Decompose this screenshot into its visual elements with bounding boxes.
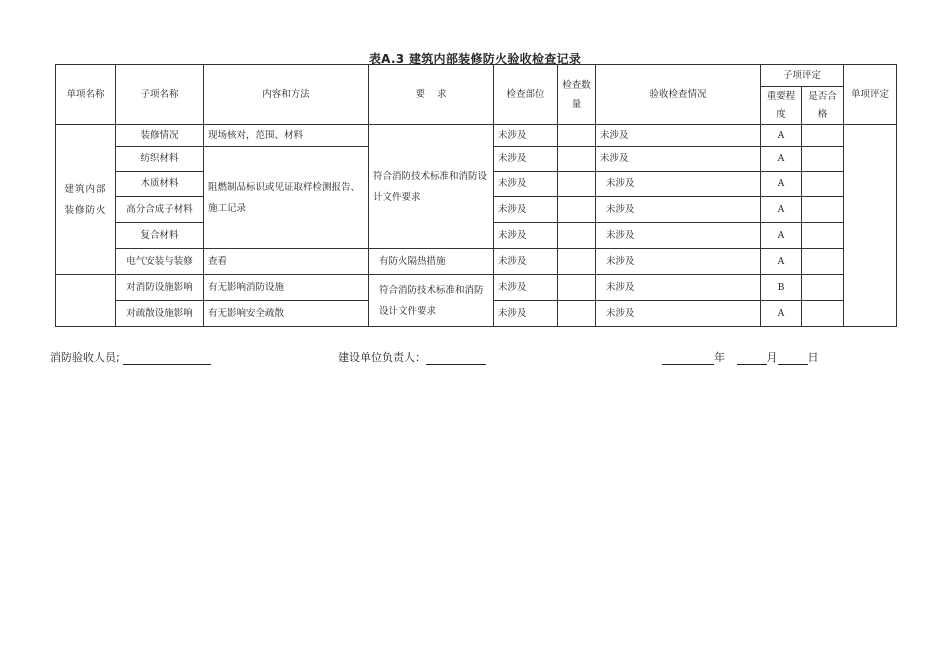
location-cell: 未涉及 — [494, 275, 558, 301]
table-row — [56, 275, 897, 301]
method-cell: 阻燃制品标识或见证取样检测报告、施工记录 — [204, 147, 369, 249]
quantity-cell — [558, 275, 596, 301]
method-cell: 现场核对，范围、材料 — [204, 125, 369, 147]
quantity-cell — [558, 172, 596, 197]
year-label: 年 — [714, 351, 725, 364]
location-cell: 未涉及 — [494, 172, 558, 197]
importance-cell: A — [761, 147, 802, 172]
quantity-cell — [558, 301, 596, 327]
unit-leader-signature-line[interactable] — [426, 351, 486, 365]
qualified-cell — [802, 223, 844, 249]
status-cell: 未涉及 — [596, 275, 761, 301]
qualified-cell — [802, 301, 844, 327]
quantity-cell — [558, 223, 596, 249]
sub-item-name: 装修情况 — [116, 125, 204, 147]
qualified-cell — [802, 275, 844, 301]
status-cell: 未涉及 — [596, 301, 761, 327]
qualified-cell — [802, 172, 844, 197]
sub-item-name: 复合材料 — [116, 223, 204, 249]
location-cell: 未涉及 — [494, 223, 558, 249]
qualified-cell — [802, 197, 844, 223]
sub-item-name: 纺织材料 — [116, 147, 204, 172]
importance-cell: A — [761, 249, 802, 275]
table-row — [56, 249, 897, 275]
sub-item-name: 电气安装与装修 — [116, 249, 204, 275]
inspection-table — [55, 64, 897, 327]
method-cell: 有无影响消防设施 — [204, 275, 369, 301]
method-cell: 有无影响安全疏散 — [204, 301, 369, 327]
requirement-cell: 符合消防技术标准和消防设计文件要求 — [369, 275, 494, 327]
status-cell: 未涉及 — [596, 249, 761, 275]
item-name-cell: 建筑内部装修防火 — [56, 125, 116, 275]
sub-item-name: 对消防设施影响 — [116, 275, 204, 301]
importance-cell: B — [761, 275, 802, 301]
importance-cell: A — [761, 125, 802, 147]
status-cell: 未涉及 — [596, 147, 761, 172]
header-sub-item-name: 子项名称 — [116, 65, 204, 125]
header-importance: 重要程度 — [761, 87, 802, 125]
location-cell: 未涉及 — [494, 125, 558, 147]
header-item-eval: 单项评定 — [844, 65, 897, 125]
header-content-method: 内容和方法 — [204, 65, 369, 125]
date-field — [662, 349, 819, 365]
inspector-signature-line[interactable] — [123, 351, 211, 365]
importance-cell: A — [761, 301, 802, 327]
header-item-name: 单项名称 — [56, 65, 116, 125]
day-line[interactable] — [778, 351, 808, 365]
qualified-cell — [802, 249, 844, 275]
header-check-location: 检查部位 — [494, 65, 558, 125]
header-inspection-status: 验收检查情况 — [596, 65, 761, 125]
quantity-cell — [558, 197, 596, 223]
location-cell: 未涉及 — [494, 197, 558, 223]
quantity-cell — [558, 249, 596, 275]
sub-item-name: 木质材料 — [116, 172, 204, 197]
qualified-cell — [802, 147, 844, 172]
status-cell: 未涉及 — [596, 223, 761, 249]
header-sub-item-eval: 子项评定 — [761, 65, 844, 87]
location-cell: 未涉及 — [494, 249, 558, 275]
header-qualified: 是否合格 — [802, 87, 844, 125]
unit-leader-signature — [338, 349, 486, 365]
table-row — [56, 125, 897, 147]
inspector-label: 消防验收人员; — [50, 351, 120, 364]
location-cell: 未涉及 — [494, 147, 558, 172]
quantity-cell — [558, 125, 596, 147]
month-label: 月 — [766, 351, 778, 364]
header-requirement: 要 求 — [369, 65, 494, 125]
day-label: 日 — [807, 351, 819, 364]
importance-cell: A — [761, 223, 802, 249]
item-eval-cell — [844, 125, 897, 327]
quantity-cell — [558, 147, 596, 172]
requirement-cell: 符合消防技术标准和消防设计文件要求 — [369, 125, 494, 249]
location-cell: 未涉及 — [494, 301, 558, 327]
item-name-cell-empty — [56, 275, 116, 327]
unit-leader-label: 建设单位负责人： — [338, 351, 426, 364]
status-cell: 未涉及 — [596, 197, 761, 223]
year-line[interactable] — [662, 351, 714, 365]
status-cell: 未涉及 — [596, 172, 761, 197]
status-cell: 未涉及 — [596, 125, 761, 147]
page-title: 表A.3 建筑内部装修防火验收检查记录 — [368, 52, 582, 66]
importance-cell: A — [761, 197, 802, 223]
importance-cell: A — [761, 172, 802, 197]
requirement-cell: 有防火隔热措施 — [369, 249, 494, 275]
month-line[interactable] — [737, 351, 767, 365]
sub-item-name: 高分合成子材料 — [116, 197, 204, 223]
header-check-quantity: 检查数量 — [558, 65, 596, 125]
inspector-signature — [50, 349, 211, 365]
qualified-cell — [802, 125, 844, 147]
method-cell: 查看 — [204, 249, 369, 275]
sub-item-name: 对疏散设施影响 — [116, 301, 204, 327]
